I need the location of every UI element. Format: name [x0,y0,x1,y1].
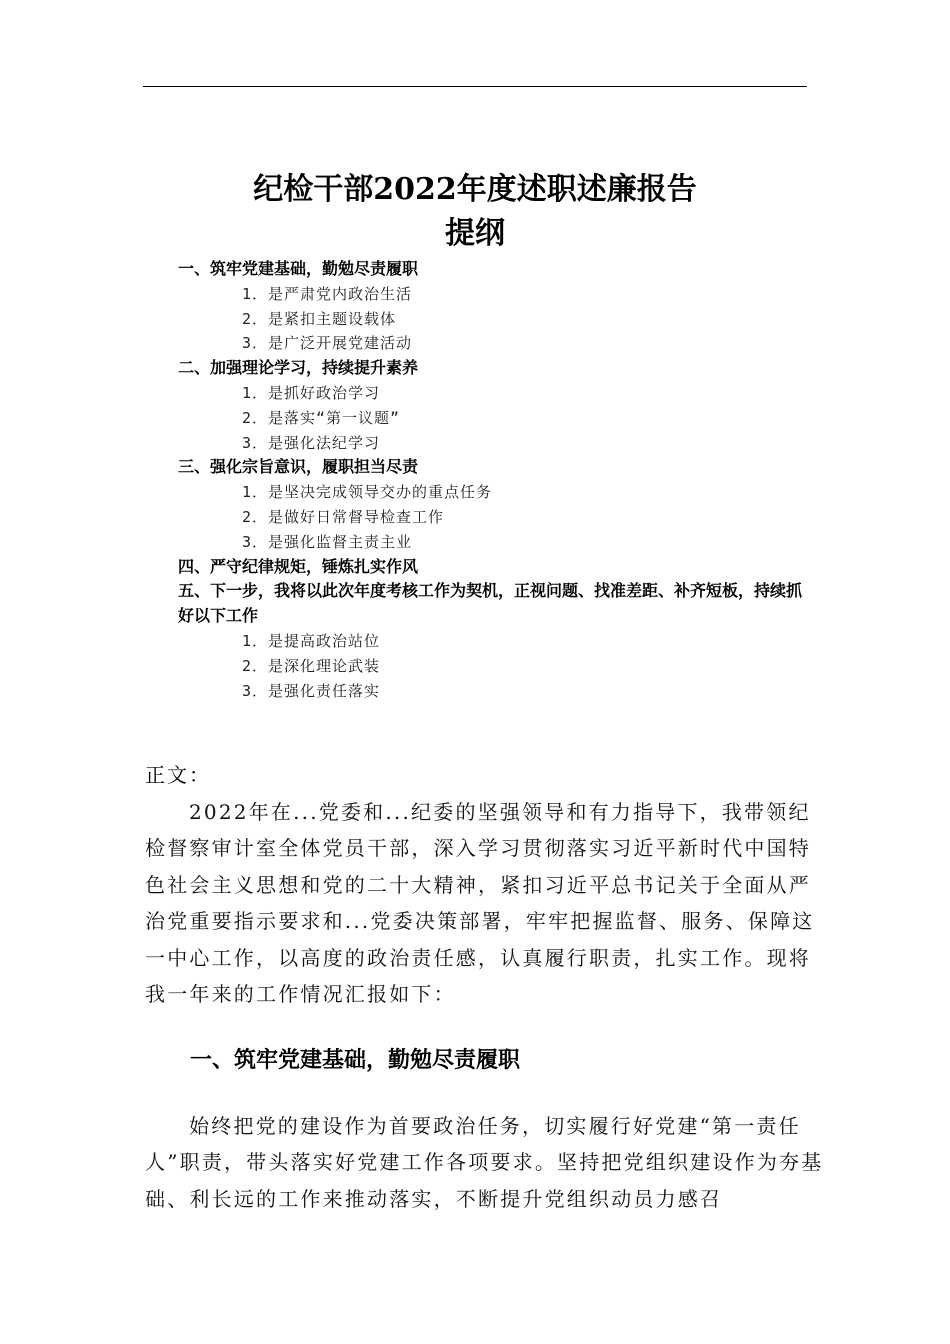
outline [178,257,818,703]
outline-item: 3．是强化法纪学习 [242,433,381,452]
body-paragraph: 始终把党的建设作为首要政治任务，切实履行好党建“第一责任人”职责，带头落实好党建工作各项要求。坚持把党组织建设作为夯基础、利长远的工作来推动落实，不断提升党组织动员力感召 [145,1114,824,1211]
body-label: 正文： [145,763,211,787]
outline-item: 2．是深化理论武装 [242,656,381,675]
outline-section-4: 四、严守纪律规矩，锤炼扎实作风 [178,556,419,576]
document-subtitle: 提纲 [445,216,505,251]
outline-section-1: 一、筑牢党建基础，勤勉尽责履职 [178,259,419,278]
outline-item: 3．是强化责任落实 [242,681,381,700]
outline-item: 1．是抓好政治学习 [242,383,381,402]
outline-item: 1．是严肃党内政治生活 [242,284,413,303]
outline-item: 3．是广泛开展党建活动 [242,334,413,353]
outline-item: 3．是强化监督主责主业 [242,532,413,551]
section-heading: 一、筑牢党建基础，勤勉尽责履职 [190,1048,521,1073]
outline-section-3: 三、强化宗旨意识，履职担当尽责 [178,457,419,477]
outline-item: 2．是紧扣主题设载体 [242,309,397,328]
header-rule [143,86,807,87]
outline-item: 2．是做好日常督导检查工作 [242,507,445,526]
outline-item: 2．是落实“第一议题” [242,408,401,427]
body-paragraph: 2022年在...党委和...纪委的坚强领导和有力指导下，我带领纪检督察审计室全体党员干部，深入学习贯彻落实习近平新时代中国特色社会主义思想和党的二十大精神，紧扣习近平总书记关于全面从严治党重要指示要求和...党委决策部署，牢牢把握监督、服务、保障这一中心工作，以高度的政治责任感，认真履行职责，扎实工作。现将我一年来的工作情况汇报如下： [145,800,815,1007]
outline-item: 1．是坚决完成领导交办的重点任务 [242,483,493,502]
outline-section-2: 二、加强理论学习，持续提升素养 [178,358,419,378]
outline-item: 1．是提高政治站位 [242,631,381,650]
document-title: 纪检干部2022年度述职述廉报告 [253,172,697,207]
outline-section-5: 五、下一步，我将以此次年度考核工作为契机，正视问题、找准差距、补齐短板，持续抓好以下工作 [178,581,803,626]
